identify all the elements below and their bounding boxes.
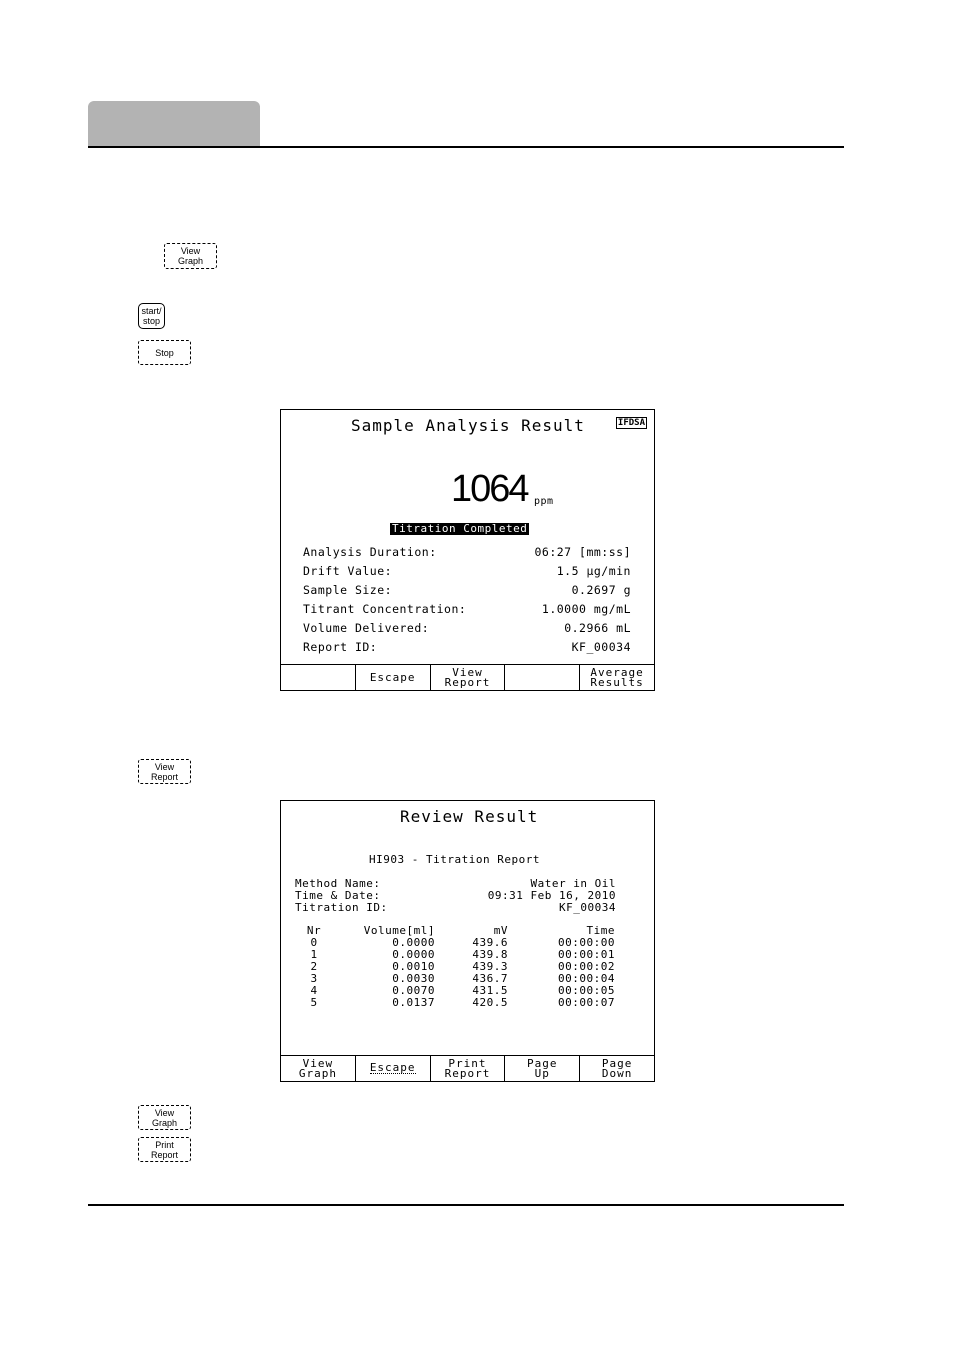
softkey-page-up[interactable] (504, 1056, 579, 1081)
key-label-line1: Print (155, 1139, 174, 1150)
meta-label: Titration ID: (295, 901, 388, 914)
softkey-label: View (302, 1056, 334, 1070)
footer-rule (88, 1204, 844, 1206)
key-label-line1: View (154, 1107, 175, 1118)
softkey-page-down[interactable] (579, 1056, 654, 1081)
result-unit: ppm (534, 496, 554, 507)
table-cell: 0.0010 (392, 960, 435, 973)
table-cell: 2 (310, 960, 318, 973)
table-cell: 420.5 (472, 996, 508, 1009)
softkey-blank-1[interactable] (281, 665, 355, 690)
softkey-escape[interactable] (355, 665, 430, 690)
softkey-bar (281, 1055, 654, 1081)
row-value: 0.2966 mL (564, 621, 631, 635)
table-cell: 00:00:04 (558, 972, 615, 985)
screen-title: Review Result (400, 807, 539, 826)
header-tab (88, 101, 260, 146)
table-cell: 00:00:00 (558, 936, 615, 949)
meta-label: Method Name: (295, 877, 381, 890)
row-label: Analysis Duration: (303, 545, 437, 559)
table-header-volume: Volume[ml] (363, 924, 435, 937)
row-label: Volume Delivered: (303, 621, 430, 635)
view-graph-key-2[interactable] (138, 1105, 191, 1130)
status-badge: Titration Completed (392, 522, 528, 535)
sample-analysis-result-screen (280, 409, 655, 691)
table-header-time: Time (586, 924, 615, 937)
table-cell: 0.0000 (392, 936, 435, 949)
row-value: KF_00034 (571, 640, 631, 654)
row-label: Drift Value: (303, 564, 393, 578)
key-label-line2: Graph (177, 256, 203, 266)
meta-value: Water in Oil (530, 877, 616, 890)
report-title: HI903 - Titration Report (369, 853, 540, 866)
key-label-line2: Report (150, 771, 178, 782)
table-cell: 0 (310, 936, 318, 949)
print-report-key[interactable] (138, 1137, 191, 1162)
row-label: Titrant Concentration: (303, 602, 467, 616)
view-graph-key[interactable] (164, 243, 217, 269)
review-result-screen (280, 800, 655, 1082)
view-report-key[interactable] (138, 759, 191, 784)
key-label-line2: Graph (151, 1117, 177, 1128)
softkey-label: View (452, 665, 483, 679)
key-label-line1: start/ (141, 306, 162, 316)
softkey-blank-2[interactable] (504, 665, 579, 690)
key-label-line1: View (154, 761, 175, 772)
table-cell: 3 (310, 972, 318, 985)
softkey-label: Report (444, 675, 491, 689)
meta-label: Time & Date: (295, 889, 381, 902)
row-value: 06:27 [mm:ss] (534, 545, 631, 559)
stop-key[interactable] (138, 340, 191, 365)
row-value: 1.0000 mg/mL (541, 602, 631, 616)
softkey-label: Escape (369, 1061, 416, 1074)
softkey-label: Page (601, 1056, 633, 1070)
softkey-label: Down (601, 1066, 633, 1080)
table-cell: 5 (310, 996, 318, 1009)
table-cell: 00:00:05 (558, 984, 615, 997)
result-value: 1064 (451, 468, 528, 510)
softkey-average-results[interactable] (579, 665, 654, 690)
table-cell: 0.0000 (392, 948, 435, 961)
header-rule (88, 146, 844, 148)
table-cell: 439.8 (472, 948, 508, 961)
table-header-mv: mV (493, 924, 508, 937)
key-label-line1: View (180, 246, 201, 256)
screen-title: Sample Analysis Result (351, 416, 585, 435)
softkey-print-report[interactable] (430, 1056, 505, 1081)
softkey-view-report[interactable] (430, 665, 505, 690)
table-cell: 0.0030 (392, 972, 435, 985)
mode-badge: IFDSA (617, 418, 645, 428)
key-label: Stop (155, 347, 174, 358)
table-cell: 0.0070 (392, 984, 435, 997)
table-cell: 439.6 (472, 936, 508, 949)
softkey-bar (281, 664, 654, 690)
meta-value: KF_00034 (559, 901, 616, 914)
softkey-label: Page (527, 1056, 558, 1070)
row-label: Report ID: (303, 640, 378, 654)
softkey-escape[interactable] (355, 1056, 430, 1081)
softkey-label: Up (534, 1066, 550, 1080)
table-cell: 00:00:02 (558, 960, 615, 973)
table-cell: 431.5 (472, 984, 508, 997)
table-cell: 1 (310, 948, 318, 961)
row-value: 1.5 µg/min (556, 564, 631, 578)
table-header-nr: Nr (306, 924, 322, 937)
softkey-view-graph[interactable] (281, 1056, 355, 1081)
softkey-label: Print (448, 1056, 487, 1070)
table-cell: 00:00:01 (558, 948, 615, 961)
table-cell: 4 (310, 984, 318, 997)
softkey-label: Average (590, 665, 644, 679)
table-cell: 00:00:07 (558, 996, 615, 1009)
key-label-line2: stop (142, 316, 160, 326)
meta-value: 09:31 Feb 16, 2010 (487, 889, 616, 902)
softkey-label: Graph (298, 1066, 337, 1080)
softkey-label: Report (444, 1066, 491, 1080)
key-label-line2: Report (150, 1149, 178, 1160)
row-value: 0.2697 g (571, 583, 631, 597)
start-stop-key[interactable] (138, 303, 165, 329)
softkey-label: Escape (369, 670, 416, 684)
table-cell: 436.7 (472, 972, 508, 985)
row-label: Sample Size: (303, 583, 393, 597)
table-cell: 0.0137 (392, 996, 435, 1009)
softkey-label: Results (590, 675, 644, 689)
table-cell: 439.3 (472, 960, 508, 973)
